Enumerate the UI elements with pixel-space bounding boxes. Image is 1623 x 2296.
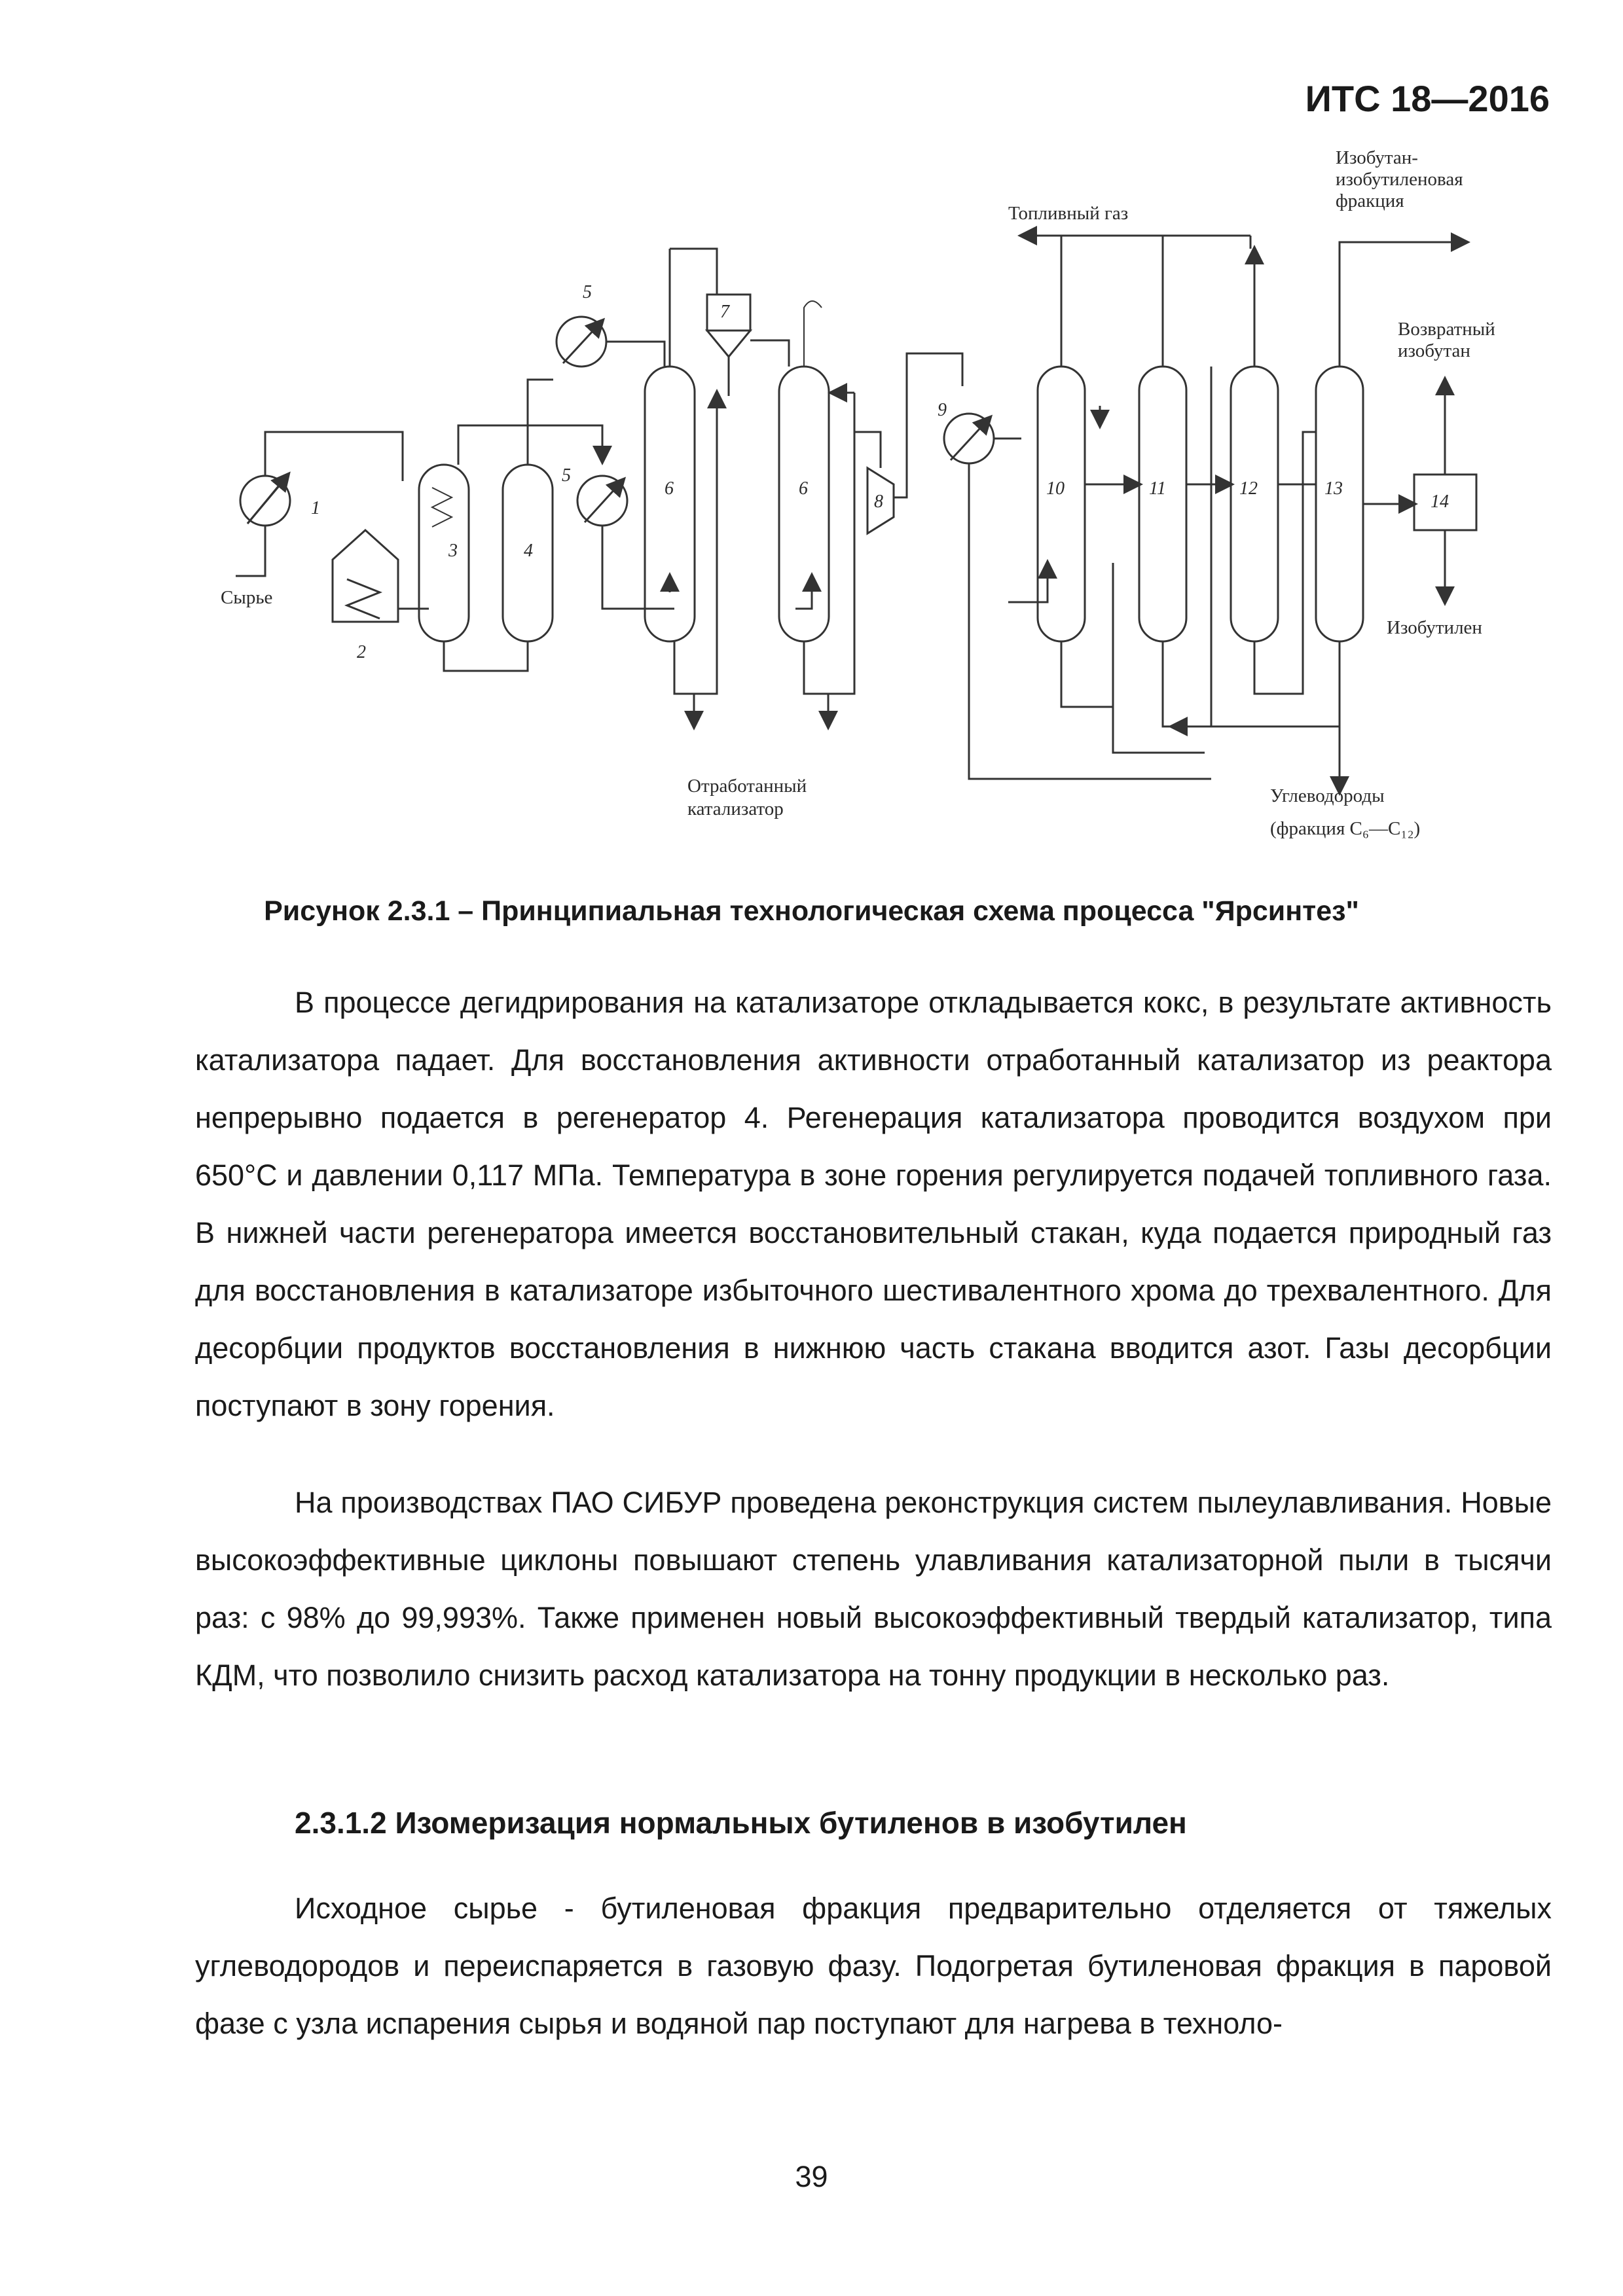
svg-text:14: 14 — [1431, 492, 1449, 512]
svg-text:11: 11 — [1149, 478, 1166, 499]
svg-text:изобутиленовая: изобутиленовая — [1336, 169, 1463, 190]
svg-text:13: 13 — [1324, 478, 1343, 499]
reactor-3 — [419, 465, 469, 641]
svg-text:5: 5 — [562, 465, 571, 486]
isobutylene-label: Изобутилен — [1387, 617, 1482, 638]
document-code: ИТС 18—2016 — [1305, 78, 1550, 119]
reactor-6b — [779, 367, 829, 641]
process-flow-diagram — [196, 144, 1558, 864]
svg-text:4: 4 — [524, 541, 533, 561]
svg-text:изобутан: изобутан — [1398, 340, 1470, 361]
figure-caption: Рисунок 2.3.1 – Принципиальная технологическая схема процесса "Ярсинтез" — [264, 895, 1359, 927]
heat-exchanger-9 — [944, 414, 994, 463]
svg-text:фракция: фракция — [1336, 190, 1404, 211]
svg-text:10: 10 — [1046, 478, 1065, 499]
body-paragraph-3: Исходное сырье - бутиленовая фракция предварительно отделяется от тяжелых углеводородов и переиспаряется в газовую фазу. Подогретая бутиленовая фракция в паровой фазе с узла испарения сырья и водяной пар поступают для нагрева в техноло- — [195, 1892, 1552, 2040]
svg-text:1: 1 — [311, 498, 320, 518]
svg-text:6: 6 — [799, 478, 808, 499]
svg-text:12: 12 — [1239, 478, 1258, 499]
column-11 — [1139, 367, 1186, 641]
svg-text:2: 2 — [357, 642, 366, 662]
svg-text:Возвратный: Возвратный — [1398, 319, 1495, 340]
svg-text:8: 8 — [874, 492, 883, 512]
page-number: 39 — [795, 2160, 828, 2193]
body-paragraph-1: В процессе дегидрирования на катализаторе откладывается кокс, в результате активность катализатора падает. Для восстановления активности отработанный катализатор из реактора непрерывно подается в регенератор 4. Регенерация катализатора проводится воздухом при 650°С и давлении 0,117 МПа. Температура в зоне горения регулируется подачей топливного газа. В нижней части регенератора имеется восстановительный стакан, куда подается природный газ для восстановления в катализаторе избыточного шестивалентного хрома до трехвалентного. Для десорбции продуктов восстановления в нижнюю часть стакана вводится азот. Газы десорбции поступают в зону горения. — [195, 986, 1552, 1422]
column-12 — [1231, 367, 1278, 641]
column-13 — [1316, 367, 1363, 641]
svg-text:(фракция C₆—C₁₂): (фракция C₆—C₁₂) — [1270, 818, 1421, 839]
svg-text:Углеводороды: Углеводороды — [1270, 785, 1385, 806]
svg-text:6: 6 — [665, 478, 674, 499]
svg-text:Отработанный: Отработанный — [687, 776, 807, 797]
svg-text:9: 9 — [938, 400, 947, 420]
heat-exchanger-5-top — [556, 317, 606, 367]
body-paragraph-2: На производствах ПАО СИБУР проведена реконструкция систем пылеулавливания. Новые высокоэффективные циклоны повышают степень улавливания катализаторной пыли в тысячи раз: с 98% до 99,993%. Также применен новый высокоэффективный твердый катализатор, типа КДМ, что позволило снизить расход катализатора на тонну продукции в несколько раз. — [195, 1486, 1552, 1692]
heat-exchanger-5-mid — [577, 476, 627, 526]
furnace-2 — [333, 530, 398, 622]
section-heading: 2.3.1.2 Изомеризация нормальных бутиленов в изобутилен — [295, 1806, 1187, 1840]
column-10 — [1038, 367, 1085, 641]
svg-text:5: 5 — [583, 282, 592, 302]
reactor-6a — [645, 367, 695, 641]
heat-exchanger-1 — [240, 475, 290, 526]
svg-text:катализатор: катализатор — [687, 798, 784, 819]
fuel-gas-label: Топливный газ — [1008, 203, 1129, 224]
feed-label: Сырье — [221, 587, 273, 608]
svg-text:7: 7 — [720, 302, 729, 322]
svg-text:Изобутан-: Изобутан- — [1336, 147, 1418, 168]
svg-text:3: 3 — [448, 541, 458, 561]
